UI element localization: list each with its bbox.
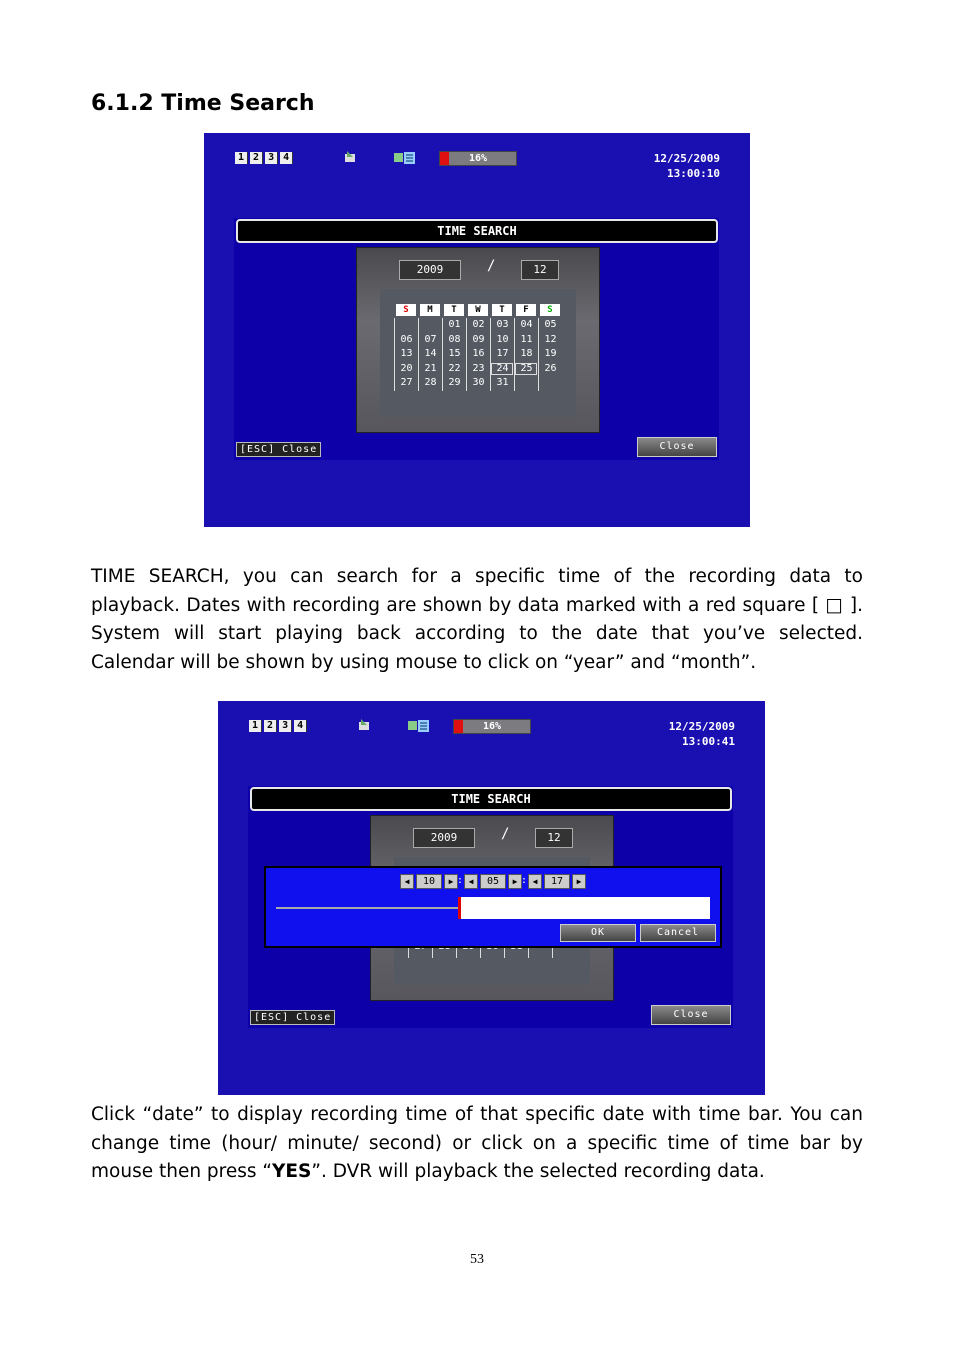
calendar-day[interactable]: 15 <box>442 347 466 362</box>
paragraph-2-line-2: change time (hour/ minute/ second) or click on a specific time of time bar by <box>91 1132 863 1154</box>
year-selector[interactable]: 2009 <box>413 828 475 848</box>
calendar-day[interactable]: 29 <box>442 376 466 391</box>
minute-value[interactable]: 05 <box>480 874 506 889</box>
calendar-day[interactable]: 03 <box>490 318 514 333</box>
panel-title: TIME SEARCH <box>236 219 718 243</box>
calendar-day[interactable]: 02 <box>466 318 490 333</box>
calendar-day[interactable]: 25 <box>514 362 538 377</box>
month-selector[interactable]: 12 <box>521 260 559 280</box>
calendar-day[interactable]: 07 <box>418 333 442 348</box>
calendar-day[interactable]: 04 <box>514 318 538 333</box>
yes-keyword: YES <box>272 1161 312 1183</box>
date-text: 12/25/2009 <box>668 720 735 733</box>
camera-4-tag[interactable]: 4 <box>280 152 293 164</box>
hdd-usage-text: 16% <box>468 153 488 164</box>
calendar-day[interactable]: 06 <box>394 333 418 348</box>
time-text: 13:00:10 <box>667 167 720 180</box>
line-3-end: ”. DVR will playback the selected recording data. <box>311 1161 765 1183</box>
paragraph-1-line-4: Calendar will be shown by using mouse to click on “year” and “month”. <box>91 652 757 674</box>
minute-control <box>464 874 522 889</box>
calendar-day[interactable]: 05 <box>538 318 562 333</box>
second-increase-button[interactable]: ▶ <box>572 874 586 889</box>
calendar-day[interactable]: 31 <box>490 376 514 391</box>
line-3-start: mouse then press “ <box>91 1161 272 1183</box>
calendar-day[interactable]: 16 <box>466 347 490 362</box>
paragraph-1-line-3: System will start playing back according to the date that you’ve selected. <box>91 623 863 645</box>
time-bar-remaining-segment[interactable] <box>458 897 710 919</box>
calendar-day[interactable]: 28 <box>418 376 442 391</box>
close-button[interactable]: Close <box>637 437 717 457</box>
hour-decrease-button[interactable]: ◀ <box>400 874 414 889</box>
cancel-button[interactable]: Cancel <box>640 924 716 942</box>
time-search-panel <box>234 218 719 460</box>
esc-close-hint[interactable]: [ESC] Close <box>236 442 321 457</box>
camera-1-tag[interactable]: 1 <box>249 720 262 732</box>
calendar-day[interactable]: 30 <box>466 376 490 391</box>
calendar-frame <box>356 247 600 433</box>
weekday-header: M <box>420 304 440 316</box>
calendar-day[interactable]: 10 <box>490 333 514 348</box>
calendar-day[interactable]: 01 <box>442 318 466 333</box>
calendar-empty-cell <box>514 376 538 391</box>
camera-2-tag[interactable]: 2 <box>264 720 277 732</box>
calendar-day[interactable]: 19 <box>538 347 562 362</box>
camera-indicators <box>249 720 307 732</box>
time-text: 13:00:41 <box>682 735 735 748</box>
calendar-day[interactable]: 12 <box>538 333 562 348</box>
calendar-empty-cell <box>418 318 442 333</box>
calendar-day[interactable]: 14 <box>418 347 442 362</box>
description-paragraph-2 <box>91 1101 863 1187</box>
camera-1-tag[interactable]: 1 <box>235 152 248 164</box>
calendar-day[interactable]: 17 <box>490 347 514 362</box>
calendar-empty-cell <box>538 376 562 391</box>
time-search-screenshot-calendar <box>204 133 750 527</box>
playback-icon <box>344 151 356 163</box>
time-colon-1: : <box>457 875 464 886</box>
calendar-day[interactable]: 24 <box>490 362 514 377</box>
calendar-day[interactable]: 20 <box>394 362 418 377</box>
datetime-display <box>669 719 735 749</box>
hour-value[interactable]: 10 <box>416 874 442 889</box>
hdd-icon <box>394 152 416 164</box>
time-bar[interactable] <box>276 897 710 919</box>
close-button[interactable]: Close <box>651 1005 731 1025</box>
calendar-day[interactable]: 26 <box>538 362 562 377</box>
calendar-day[interactable]: 09 <box>466 333 490 348</box>
weekday-header: T <box>444 304 464 316</box>
description-paragraph-1 <box>91 563 863 678</box>
camera-2-tag[interactable]: 2 <box>250 152 263 164</box>
camera-3-tag[interactable]: 3 <box>279 720 292 732</box>
section-heading: 6.1.2 Time Search <box>91 91 315 116</box>
calendar-day[interactable]: 27 <box>394 376 418 391</box>
time-select-dialog <box>264 866 722 948</box>
esc-close-hint[interactable]: [ESC] Close <box>250 1010 335 1025</box>
paragraph-2-line-1: Click “date” to display recording time of that specific date with time bar. You can <box>91 1104 863 1125</box>
year-selector[interactable]: 2009 <box>399 260 461 280</box>
second-value[interactable]: 17 <box>544 874 570 889</box>
calendar-day[interactable]: 18 <box>514 347 538 362</box>
playback-icon <box>358 719 370 731</box>
hdd-usage-bar <box>439 151 517 166</box>
calendar-grid <box>394 304 562 391</box>
second-decrease-button[interactable]: ◀ <box>528 874 542 889</box>
minute-increase-button[interactable]: ▶ <box>508 874 522 889</box>
calendar-day[interactable]: 22 <box>442 362 466 377</box>
camera-3-tag[interactable]: 3 <box>265 152 278 164</box>
camera-indicators <box>235 152 293 164</box>
ok-button[interactable]: OK <box>560 924 636 942</box>
weekday-header: T <box>492 304 512 316</box>
weekday-header: F <box>516 304 536 316</box>
second-control <box>528 874 586 889</box>
weekday-header: S <box>396 304 416 316</box>
date-separator: / <box>487 258 496 274</box>
time-bar-recorded-segment <box>276 907 458 909</box>
weekday-header: S <box>540 304 560 316</box>
paragraph-1-line-1: TIME SEARCH, you can search for a specific time of the recording data to <box>91 566 863 587</box>
calendar-day[interactable]: 21 <box>418 362 442 377</box>
page-number: 53 <box>470 1252 484 1267</box>
hdd-icon <box>408 720 430 732</box>
calendar <box>380 289 576 417</box>
date-separator: / <box>501 826 510 842</box>
calendar-day[interactable]: 23 <box>466 362 490 377</box>
calendar-day[interactable]: 11 <box>514 333 538 348</box>
minute-decrease-button[interactable]: ◀ <box>464 874 478 889</box>
datetime-display <box>654 151 720 181</box>
calendar-empty-cell <box>394 318 418 333</box>
date-text: 12/25/2009 <box>653 152 720 165</box>
hdd-usage-text: 16% <box>482 721 502 732</box>
weekday-header: W <box>468 304 488 316</box>
camera-4-tag[interactable]: 4 <box>294 720 307 732</box>
paragraph-1-line-2: playback. Dates with recording are shown by data marked with a red square [ □ ]. <box>91 594 863 616</box>
paragraph-2-line-3 <box>91 1158 863 1187</box>
time-colon-2: : <box>521 875 528 886</box>
hour-control <box>400 874 458 889</box>
time-search-screenshot-timebar <box>218 701 765 1095</box>
panel-title: TIME SEARCH <box>250 787 732 811</box>
hour-increase-button[interactable]: ▶ <box>444 874 458 889</box>
time-search-panel <box>248 786 733 1028</box>
month-selector[interactable]: 12 <box>535 828 573 848</box>
calendar-day[interactable]: 13 <box>394 347 418 362</box>
hdd-usage-bar <box>453 719 531 734</box>
calendar-day[interactable]: 08 <box>442 333 466 348</box>
